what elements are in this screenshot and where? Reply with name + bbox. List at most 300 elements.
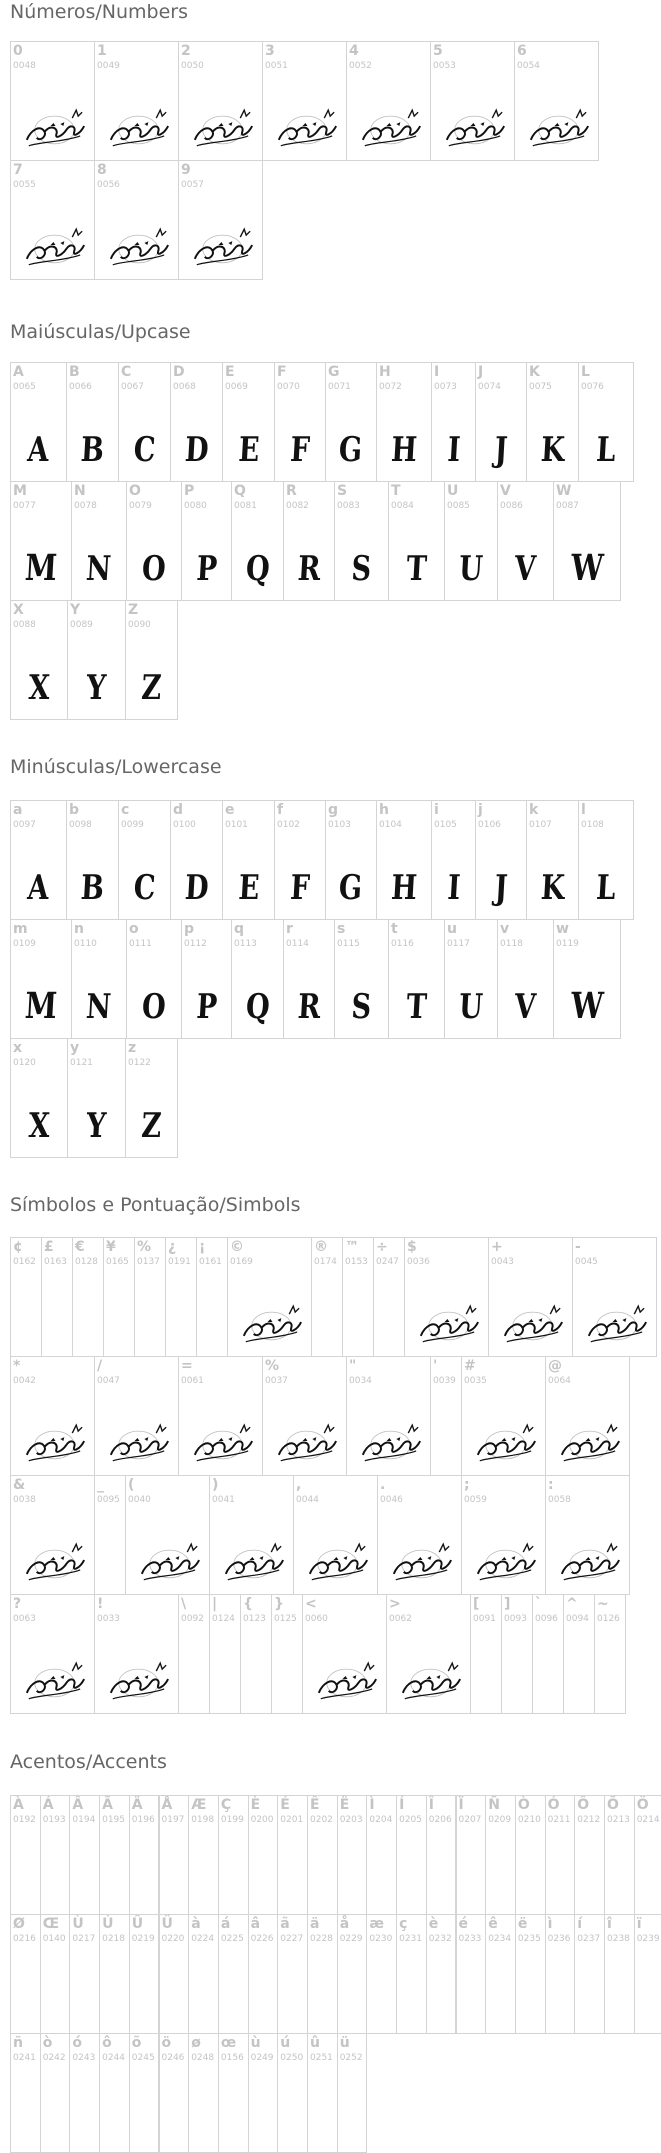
cell-code: 0070 <box>277 382 300 392</box>
cell-code: 0068 <box>173 382 196 392</box>
cell-character: å <box>339 1916 350 1932</box>
cell-code: 0104 <box>379 820 402 830</box>
cell-character: é <box>458 1916 468 1932</box>
glyph-preview <box>347 1417 430 1469</box>
script-logo-glyph <box>347 102 430 154</box>
cell-code: 0079 <box>129 501 152 511</box>
cell-character: Í <box>399 1797 405 1813</box>
cell-code: 0046 <box>380 1495 403 1505</box>
cell-character: T <box>391 483 401 499</box>
letter-glyph: B <box>79 430 106 470</box>
glyph-cell <box>134 1237 166 1357</box>
glyph-preview <box>11 221 94 273</box>
cell-code: 0209 <box>488 1815 512 1825</box>
letter-glyph: G <box>338 430 364 470</box>
cell-character: Ü <box>161 1916 173 1932</box>
cell-code: 0121 <box>70 1058 93 1068</box>
cell-character: m <box>13 921 28 937</box>
letter-glyph: T <box>405 549 428 589</box>
cell-code: 0058 <box>548 1495 571 1505</box>
glyph-cell <box>178 1594 210 1714</box>
script-logo-glyph <box>489 1298 572 1350</box>
glyph-preview <box>378 1536 461 1588</box>
glyph-cell <box>277 2033 308 2153</box>
letter-glyph: F <box>289 430 311 470</box>
cell-code: 0067 <box>121 382 144 392</box>
cell-character: ; <box>464 1477 470 1493</box>
glyph-cell <box>10 160 95 280</box>
cell-character: ï <box>636 1916 642 1932</box>
cell-code: 0122 <box>128 1058 151 1068</box>
letter-glyph: N <box>85 987 113 1027</box>
cell-code: 0229 <box>339 1934 363 1944</box>
script-logo-glyph <box>11 1536 94 1588</box>
cell-character: Ö <box>636 1797 649 1813</box>
glyph-preview <box>179 221 262 273</box>
glyph-cell <box>430 1356 462 1476</box>
glyph-cell <box>248 1795 279 1915</box>
glyph-cell <box>553 919 621 1039</box>
cell-character: Ï <box>458 1797 464 1813</box>
letter-glyph: K <box>539 868 566 908</box>
script-logo-glyph <box>263 102 346 154</box>
cell-character: & <box>13 1477 26 1493</box>
cell-code: 0107 <box>529 820 552 830</box>
letter-glyph: H <box>390 868 418 908</box>
letter-glyph: F <box>289 868 311 908</box>
glyph-cell <box>604 1914 635 2034</box>
cell-code: 0106 <box>478 820 501 830</box>
glyph-cell <box>69 2033 100 2153</box>
glyph-cell <box>456 1914 487 2034</box>
glyph-cell <box>514 41 599 161</box>
cell-character: 5 <box>433 43 443 59</box>
cell-code: 0247 <box>376 1257 399 1267</box>
glyph-cell <box>10 1594 95 1714</box>
cell-code: 0244 <box>102 2053 125 2063</box>
cell-character: K <box>529 364 540 380</box>
cell-code: 0114 <box>286 939 309 949</box>
letter-glyph: M <box>23 985 59 1027</box>
cell-character: c <box>121 802 130 818</box>
cell-character: ® <box>314 1239 328 1255</box>
letter-glyph: C <box>132 868 157 908</box>
cell-character: Y <box>70 602 81 618</box>
cell-code: 0206 <box>428 1815 452 1825</box>
script-logo-glyph <box>462 1536 545 1588</box>
cell-character: g <box>328 802 339 818</box>
glyph-cell <box>218 1795 249 1915</box>
cell-character: N <box>74 483 86 499</box>
cell-character: o <box>129 921 139 937</box>
cell-character: h <box>379 802 389 818</box>
glyph-cell <box>475 800 527 920</box>
cell-character: z <box>128 1040 137 1056</box>
cell-code: 0084 <box>391 501 414 511</box>
cell-character: ø <box>191 2035 201 2051</box>
cell-character: ? <box>13 1596 22 1612</box>
glyph-preview <box>11 102 94 154</box>
glyph-preview <box>126 1536 209 1588</box>
cell-code: 0035 <box>464 1376 487 1386</box>
cell-character: F <box>277 364 287 380</box>
cell-code: 0234 <box>488 1934 512 1944</box>
glyph-cell <box>444 481 498 601</box>
cell-character: n <box>74 921 84 937</box>
cell-character: 3 <box>265 43 275 59</box>
cell-character: ô <box>102 2035 112 2051</box>
cell-code: 0033 <box>97 1614 120 1624</box>
glyph-cell <box>526 362 579 482</box>
cell-character: ™ <box>345 1239 359 1255</box>
script-logo-glyph <box>303 1655 386 1707</box>
cell-character: t <box>391 921 398 937</box>
cell-code: 0225 <box>220 1934 244 1944</box>
cell-code: 0210 <box>517 1815 541 1825</box>
section-title-symbols: Símbolos e Pontuação/Simbols <box>10 1194 301 1216</box>
glyph-cell <box>209 1594 241 1714</box>
glyph-cell <box>10 362 67 482</box>
glyph-cell <box>532 1594 564 1714</box>
cell-character: , <box>296 1477 302 1493</box>
cell-code: 0232 <box>428 1934 452 1944</box>
cell-code: 0063 <box>13 1614 36 1624</box>
cell-code: 0098 <box>69 820 92 830</box>
glyph-cell <box>69 1795 100 1915</box>
letter-glyph: P <box>195 987 218 1027</box>
letter-glyph: B <box>79 868 106 908</box>
glyph-cell <box>515 1795 546 1915</box>
cell-character: i <box>434 802 439 818</box>
cell-character: u <box>447 921 457 937</box>
glyph-cell <box>563 1594 595 1714</box>
cell-character: Ê <box>310 1797 320 1813</box>
cell-code: 0243 <box>72 2053 96 2063</box>
cell-character: à <box>191 1916 201 1932</box>
cell-code: 0092 <box>181 1614 204 1624</box>
cell-character: @ <box>548 1358 562 1374</box>
cell-code: 0095 <box>97 1495 120 1505</box>
cell-character: D <box>173 364 185 380</box>
cell-code: 0082 <box>286 501 309 511</box>
script-logo-glyph <box>11 1655 94 1707</box>
glyph-cell <box>222 800 275 920</box>
cell-code: 0203 <box>339 1815 363 1825</box>
cell-character: B <box>69 364 80 380</box>
letter-glyph: I <box>446 430 461 470</box>
glyph-cell <box>222 362 275 482</box>
cell-code: 0108 <box>581 820 604 830</box>
cell-code: 0202 <box>310 1815 333 1825</box>
script-logo-glyph <box>573 1298 656 1350</box>
cell-code: 0200 <box>250 1815 274 1825</box>
glyph-cell <box>604 1795 635 1915</box>
glyph-cell <box>94 1594 179 1714</box>
glyph-cell <box>178 41 263 161</box>
cell-character: ~ <box>597 1596 609 1612</box>
glyph-cell <box>501 1594 533 1714</box>
cell-code: 0054 <box>517 61 540 71</box>
letter-glyph: T <box>405 987 428 1027</box>
section-title-lowercase: Minúsculas/Lowercase <box>10 756 222 778</box>
cell-character: e <box>225 802 235 818</box>
glyph-preview <box>303 1655 386 1707</box>
cell-character: M <box>13 483 27 499</box>
glyph-cell <box>10 1038 68 1158</box>
glyph-cell <box>515 1914 546 2034</box>
glyph-cell <box>10 1237 42 1357</box>
script-logo-glyph <box>431 102 514 154</box>
glyph-cell <box>376 362 432 482</box>
section-title-upcase: Maiúsculas/Upcase <box>10 321 191 343</box>
letter-glyph: Q <box>244 549 271 589</box>
cell-code: 0056 <box>97 180 120 190</box>
cell-character: û <box>310 2035 320 2051</box>
cell-character: Ä <box>131 1797 143 1813</box>
cell-character: E <box>225 364 235 380</box>
letter-glyph: Z <box>140 1106 163 1146</box>
cell-code: 0105 <box>434 820 457 830</box>
glyph-cell <box>181 481 232 601</box>
cell-character: ` <box>535 1596 542 1612</box>
glyph-cell <box>40 1914 71 2034</box>
cell-character: á <box>220 1916 231 1932</box>
cell-code: 0050 <box>181 61 204 71</box>
glyph-cell <box>302 1594 387 1714</box>
cell-code: 0242 <box>42 2053 66 2063</box>
script-logo-glyph <box>95 102 178 154</box>
cell-character: > <box>389 1596 401 1612</box>
cell-character: ñ <box>13 2035 23 2051</box>
glyph-cell <box>277 1914 308 2034</box>
cell-character: õ <box>131 2035 142 2051</box>
script-logo-glyph <box>95 1655 178 1707</box>
cell-character: $ <box>407 1239 417 1255</box>
cell-code: 0163 <box>44 1257 67 1267</box>
glyph-cell <box>475 362 527 482</box>
cell-character: w <box>556 921 569 937</box>
cell-character: ù <box>250 2035 261 2051</box>
cell-character: r <box>286 921 293 937</box>
cell-character: f <box>277 802 284 818</box>
cell-character: ¥ <box>106 1239 116 1255</box>
glyph-cell <box>227 1237 312 1357</box>
glyph-cell <box>574 1914 605 2034</box>
glyph-preview <box>294 1536 377 1588</box>
cell-code: 0110 <box>74 939 97 949</box>
script-logo-glyph <box>95 221 178 273</box>
cell-character: Œ <box>42 1916 60 1932</box>
glyph-cell <box>159 1914 190 2034</box>
glyph-cell <box>334 919 389 1039</box>
glyph-preview <box>179 102 262 154</box>
glyph-cell <box>572 1237 657 1357</box>
glyph-cell <box>634 1795 661 1915</box>
glyph-cell <box>456 1795 487 1915</box>
cell-code: 0241 <box>13 2053 36 2063</box>
glyph-cell <box>69 1914 100 2034</box>
letter-glyph: Y <box>85 1106 108 1146</box>
cell-character: % <box>137 1239 152 1255</box>
cell-character: ( <box>128 1477 135 1493</box>
glyph-cell <box>126 919 182 1039</box>
script-logo-glyph <box>179 221 262 273</box>
glyph-cell <box>396 1795 427 1915</box>
cell-character: v <box>500 921 510 937</box>
cell-character: j <box>478 802 483 818</box>
cell-code: 0071 <box>328 382 351 392</box>
cell-code: 0156 <box>220 2053 244 2063</box>
cell-character: ¿ <box>168 1239 177 1255</box>
glyph-cell <box>470 1594 502 1714</box>
cell-character: R <box>286 483 297 499</box>
script-logo-glyph <box>11 221 94 273</box>
cell-character: } <box>274 1596 284 1612</box>
letter-glyph: W <box>569 985 605 1027</box>
cell-character: ] <box>504 1596 511 1612</box>
glyph-cell <box>67 600 126 720</box>
glyph-cell <box>41 1237 73 1357</box>
glyph-preview <box>546 1536 629 1588</box>
cell-code: 0096 <box>535 1614 558 1624</box>
glyph-cell <box>126 481 182 601</box>
cell-code: 0228 <box>310 1934 333 1944</box>
script-logo-glyph <box>546 1536 629 1588</box>
cell-character: * <box>13 1358 21 1374</box>
section-title-accents: Acentos/Accents <box>10 1751 167 1773</box>
glyph-cell <box>159 2033 190 2153</box>
glyph-cell <box>181 919 232 1039</box>
glyph-cell <box>377 1475 462 1595</box>
glyph-cell <box>170 362 223 482</box>
glyph-cell <box>386 1594 471 1714</box>
letter-glyph: S <box>350 987 373 1027</box>
cell-code: 0161 <box>199 1257 222 1267</box>
cell-character: Ø <box>13 1916 25 1932</box>
glyph-cell <box>248 1914 279 2034</box>
glyph-cell <box>94 160 179 280</box>
glyph-cell <box>10 1475 95 1595</box>
glyph-cell <box>337 1914 368 2034</box>
cell-code: 0091 <box>473 1614 496 1624</box>
glyph-cell <box>545 1475 630 1595</box>
cell-character: 4 <box>349 43 359 59</box>
cell-character: + <box>491 1239 503 1255</box>
cell-code: 0064 <box>548 1376 571 1386</box>
cell-code: 0191 <box>168 1257 191 1267</box>
cell-code: 0042 <box>13 1376 36 1386</box>
letter-glyph: O <box>141 549 167 589</box>
cell-character: À <box>13 1797 24 1813</box>
cell-character: P <box>184 483 195 499</box>
cell-code: 0192 <box>13 1815 36 1825</box>
glyph-cell <box>578 800 634 920</box>
cell-code: 0037 <box>265 1376 288 1386</box>
cell-character: ê <box>488 1916 498 1932</box>
cell-character: Ô <box>577 1797 590 1813</box>
letter-glyph: O <box>141 987 167 1027</box>
cell-code: 0113 <box>234 939 257 949</box>
cell-character: ì <box>547 1916 553 1932</box>
glyph-cell <box>218 1914 249 2034</box>
glyph-cell <box>366 1914 397 2034</box>
cell-code: 0201 <box>280 1815 304 1825</box>
glyph-cell <box>103 1237 135 1357</box>
glyph-cell <box>178 1356 263 1476</box>
cell-code: 0051 <box>265 61 288 71</box>
cell-code: 0066 <box>69 382 92 392</box>
cell-character: 0 <box>13 43 23 59</box>
cell-code: 0237 <box>577 1934 601 1944</box>
letter-glyph: X <box>27 668 51 708</box>
glyph-cell <box>431 800 476 920</box>
cell-character: b <box>69 802 80 818</box>
cell-code: 0069 <box>225 382 248 392</box>
cell-character: © <box>230 1239 244 1255</box>
cell-character: ¢ <box>13 1239 23 1255</box>
glyph-cell <box>497 919 554 1039</box>
cell-code: 0233 <box>458 1934 482 1944</box>
letter-glyph: P <box>195 549 218 589</box>
letter-glyph: Q <box>244 987 271 1027</box>
glyph-cell <box>337 1795 368 1915</box>
cell-code: 0236 <box>547 1934 571 1944</box>
cell-code: 0213 <box>607 1815 630 1825</box>
cell-character: W <box>556 483 572 499</box>
glyph-cell <box>346 41 431 161</box>
cell-character: k <box>529 802 539 818</box>
glyph-cell <box>10 481 72 601</box>
cell-code: 0245 <box>131 2053 155 2063</box>
cell-character: : <box>548 1477 554 1493</box>
cell-code: 0248 <box>191 2053 215 2063</box>
glyph-cell <box>10 1356 95 1476</box>
cell-character: ã <box>280 1916 290 1932</box>
letter-glyph: Z <box>140 668 163 708</box>
glyph-preview <box>462 1536 545 1588</box>
cell-code: 0199 <box>220 1815 244 1825</box>
glyph-preview <box>228 1298 311 1350</box>
cell-character: % <box>265 1358 280 1374</box>
glyph-preview <box>573 1298 656 1350</box>
cell-code: 0219 <box>131 1934 155 1944</box>
glyph-cell <box>196 1237 228 1357</box>
cell-code: 0140 <box>42 1934 66 1944</box>
cell-code: 0194 <box>72 1815 96 1825</box>
glyph-preview <box>405 1298 488 1350</box>
glyph-cell <box>67 1038 126 1158</box>
script-logo-glyph <box>11 102 94 154</box>
cell-character: - <box>575 1239 581 1255</box>
glyph-cell <box>274 800 326 920</box>
cell-character: Ñ <box>488 1797 500 1813</box>
cell-code: 0111 <box>129 939 152 949</box>
glyph-preview <box>11 1417 94 1469</box>
glyph-cell <box>118 800 171 920</box>
cell-character: ' <box>433 1358 438 1374</box>
glyph-preview <box>462 1417 545 1469</box>
section-title-numbers: Números/Numbers <box>10 1 188 23</box>
cell-code: 0169 <box>230 1257 253 1267</box>
glyph-cell <box>431 362 476 482</box>
script-logo-glyph <box>179 102 262 154</box>
cell-character: Ó <box>547 1797 560 1813</box>
cell-code: 0211 <box>547 1815 571 1825</box>
glyph-cell <box>129 1795 160 1915</box>
script-logo-glyph <box>210 1536 293 1588</box>
glyph-cell <box>188 2033 219 2153</box>
cell-code: 0193 <box>42 1815 66 1825</box>
